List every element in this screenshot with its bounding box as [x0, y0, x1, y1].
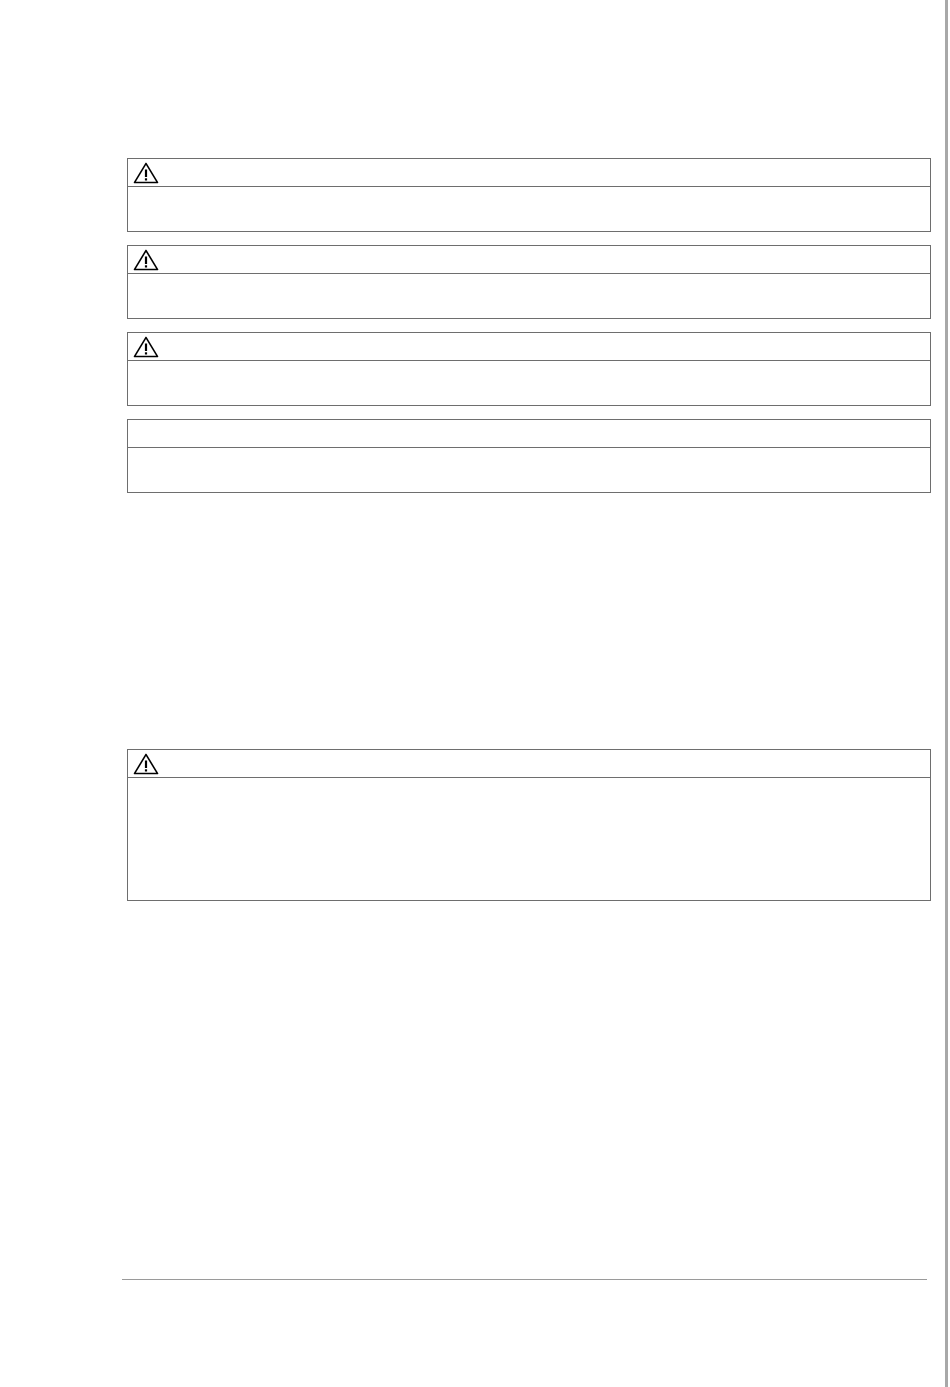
warning-notice-3: [127, 332, 931, 406]
footer-divider: [122, 1279, 927, 1280]
notice-header: [128, 333, 930, 361]
notice-header: [128, 159, 930, 187]
notice-body: [128, 361, 930, 377]
notice-header: [128, 246, 930, 274]
notice-header: [128, 750, 930, 778]
plain-notice: [127, 419, 931, 493]
page-edge: [945, 0, 948, 1387]
warning-notice-1: [127, 158, 931, 232]
notice-body: [128, 448, 930, 464]
warning-notice-2: [127, 245, 931, 319]
notice-body: [128, 274, 930, 290]
notice-body: [128, 778, 930, 794]
warning-triangle-icon: [133, 336, 159, 358]
notice-body: [128, 187, 930, 203]
warning-triangle-icon: [133, 162, 159, 184]
warning-triangle-icon: [133, 753, 159, 775]
warning-triangle-icon: [133, 249, 159, 271]
notice-header: [128, 420, 930, 448]
warning-notice-5: [127, 749, 931, 901]
